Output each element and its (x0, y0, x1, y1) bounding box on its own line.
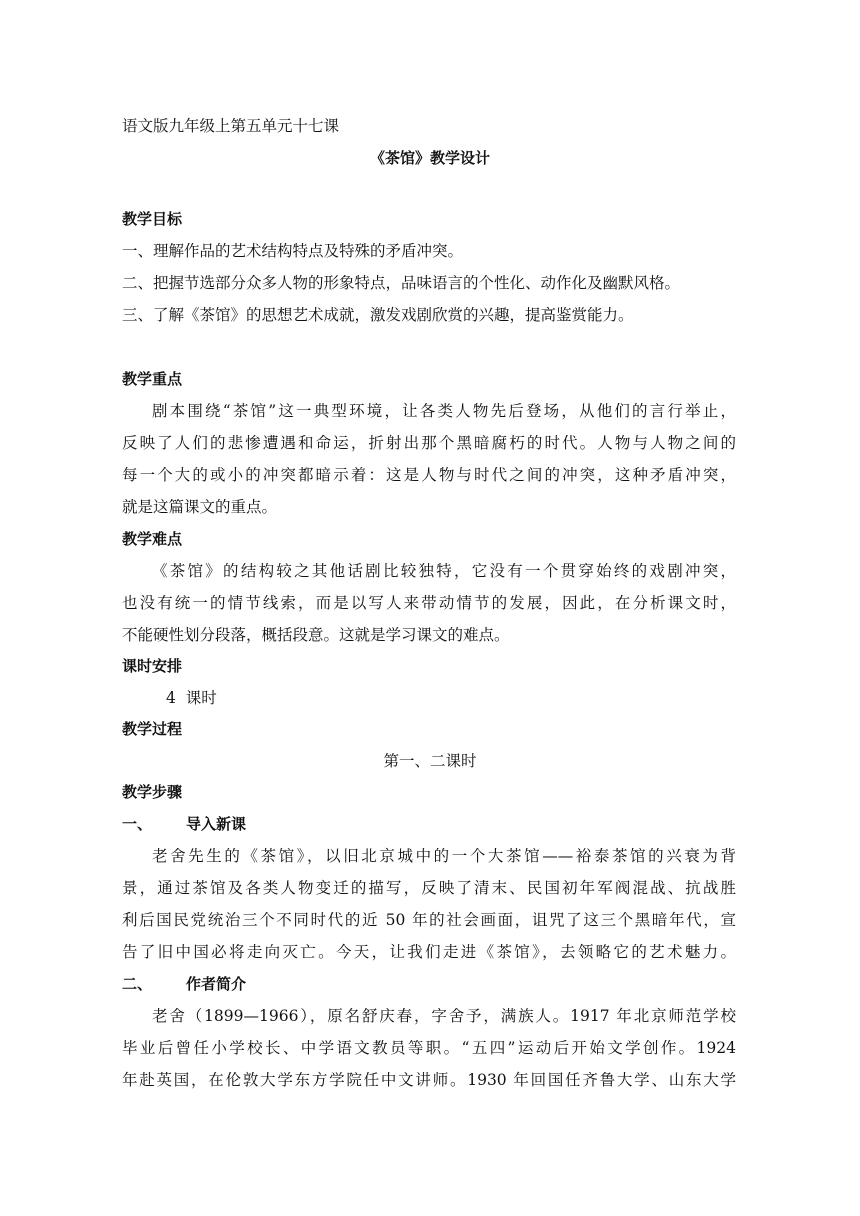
key-line: 反映了人们的悲惨遭遇和命运，折射出那个黑暗腐朽的时代。人物与人物之间的 (122, 434, 736, 452)
key-line: 每一个大的或小的冲突都暗示着：这是人物与时代之间的冲突，这种矛盾冲突， (122, 466, 736, 484)
step1-line: 告了旧中国必将走向灭亡。今天，让我们走进《茶馆》，去领略它的艺术魅力。 (122, 943, 736, 961)
step1-line: 利后国民党统治三个不同时代的近 50 年的社会画面，诅咒了这三个黑暗年代，宣 (122, 911, 736, 929)
goal-item: 二、把握节选部分众多人物的形象特点，品味语言的个性化、动作化及幽默风格。 (122, 274, 681, 292)
step2-line: 年赴英国，在伦敦大学东方学院任中文讲师。1930 年回国任齐鲁大学、山东大学 (122, 1071, 736, 1089)
difficulty-line: 《茶馆》的结构较之其他话剧比较独特，它没有一个贯穿始终的戏剧冲突， (152, 562, 736, 580)
goals-heading: 教学目标 (122, 210, 183, 228)
step2-heading (122, 974, 246, 994)
doc-title: 《茶馆》教学设计 (369, 149, 490, 167)
key-line: 剧本围绕“茶馆”这一典型环境，让各类人物先后登场，从他们的言行举止， (152, 402, 736, 420)
schedule-text: 4 课时 (166, 689, 217, 707)
session-title: 第一、二课时 (383, 752, 477, 770)
step1-number: 一、 (122, 815, 153, 833)
step2-line: 毕业后曾任小学校长、中学语文教员等职。“五四”运动后开始文学创作。1924 (122, 1039, 736, 1057)
difficulty-heading: 教学难点 (122, 530, 183, 548)
key-line: 就是这篇课文的重点。 (122, 498, 278, 516)
step2-title: 作者简介 (186, 975, 247, 993)
step2-line: 老舍（1899—1966），原名舒庆春，字舍予，满族人。1917 年北京师范学校 (152, 1007, 736, 1025)
step1-line: 景，通过茶馆及各类人物变迁的描写，反映了清末、民国初年军阀混战、抗战胜 (122, 879, 736, 897)
process-heading: 教学过程 (122, 720, 183, 738)
doc-subtitle: 语文版九年级上第五单元十七课 (122, 117, 340, 135)
goal-item: 一、理解作品的艺术结构特点及特殊的矛盾冲突。 (122, 242, 464, 260)
steps-heading: 教学步骤 (122, 783, 183, 801)
goal-item: 三、了解《茶馆》的思想艺术成就，激发戏剧欣赏的兴趣，提高鉴赏能力。 (122, 306, 634, 324)
step1-title: 导入新课 (186, 815, 247, 833)
schedule-heading: 课时安排 (122, 657, 183, 675)
key-heading: 教学重点 (122, 370, 183, 388)
difficulty-line: 不能硬性划分段落，概括段意。这就是学习课文的难点。 (122, 626, 510, 644)
difficulty-line: 也没有统一的情节线索，而是以写人来带动情节的发展，因此，在分析课文时， (122, 594, 736, 612)
step2-number: 二、 (122, 975, 153, 993)
step1-line: 老舍先生的《茶馆》，以旧北京城中的一个大茶馆——裕泰茶馆的兴衰为背 (152, 847, 736, 865)
step1-heading (122, 814, 246, 834)
